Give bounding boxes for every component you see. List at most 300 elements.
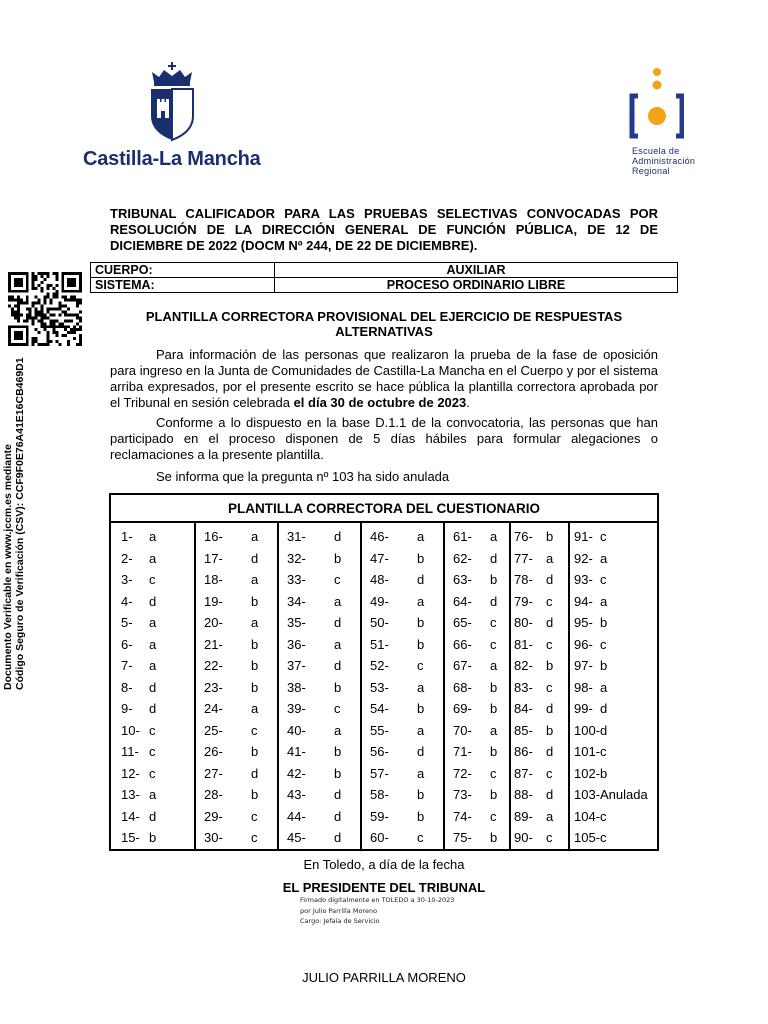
- answer-letter: c: [546, 636, 553, 652]
- president-title: EL PRESIDENTE DEL TRIBUNAL: [282, 880, 486, 895]
- question-number: 82-: [514, 658, 533, 673]
- answer-letter: c: [490, 808, 497, 824]
- answer-letter: b: [417, 701, 425, 716]
- answer-28: [196, 784, 277, 806]
- question-number: 15-: [121, 830, 140, 845]
- answer-51: [362, 634, 443, 656]
- answer-letter: b: [251, 679, 259, 695]
- answer-42: [279, 763, 360, 785]
- answer-45: [279, 827, 360, 849]
- answer-18: [196, 569, 277, 591]
- question-number: 40-: [287, 722, 306, 738]
- answer-letter: b: [417, 636, 425, 652]
- answer-letter: a: [251, 529, 259, 544]
- question-number: 59-: [370, 808, 389, 824]
- answer-letter: b: [600, 615, 608, 630]
- answer-letter: d: [600, 701, 608, 716]
- answer-6: [111, 634, 194, 656]
- answer-40: [279, 720, 360, 742]
- question-number: 11-: [121, 744, 139, 759]
- answer-letter: a: [490, 722, 498, 738]
- answer-69: [445, 698, 509, 720]
- answer-88: [511, 784, 568, 806]
- answer-letter: c: [149, 744, 156, 759]
- question-number: 26-: [204, 744, 223, 759]
- answer-22: [196, 655, 277, 677]
- question-number: 49-: [370, 593, 389, 609]
- ear-line-1: Escuela de: [632, 146, 680, 156]
- answer-letter: b: [600, 658, 608, 673]
- verification-line-2: Código Seguro de Verificación (CSV): CCF9F0E76A41E16CB469D1: [14, 357, 26, 690]
- answer-letter: d: [334, 529, 342, 544]
- signature-line-3: Cargo: Jefaía de Servicio: [300, 917, 380, 925]
- answer-column-3: [277, 523, 360, 849]
- question-number: 88-: [514, 787, 533, 802]
- answer-85: [511, 720, 568, 742]
- ear-logo-text: [632, 146, 695, 176]
- answer-74: [445, 806, 509, 828]
- answer-25: [196, 720, 277, 742]
- answer-44: [279, 806, 360, 828]
- answer-letter: c: [600, 636, 607, 652]
- answer-letter: b: [490, 787, 498, 802]
- answer-letter: a: [334, 636, 342, 652]
- answer-91: [570, 526, 657, 548]
- question-number: 100-: [574, 722, 601, 738]
- answer-62: [445, 548, 509, 570]
- question-number: 10-: [121, 722, 140, 738]
- answer-letter: c: [334, 572, 341, 587]
- answer-23: [196, 677, 277, 699]
- answer-letter: b: [251, 744, 259, 759]
- answer-59: [362, 806, 443, 828]
- signer-name: JULIO PARRILLA MORENO: [302, 970, 466, 985]
- subtitle-line-2: ALTERNATIVAS: [335, 324, 433, 339]
- answer-83: [511, 677, 568, 699]
- answer-letter: a: [149, 658, 157, 673]
- question-number: 73-: [453, 787, 472, 802]
- answer-8: [111, 677, 194, 699]
- question-number: 70-: [453, 722, 472, 738]
- answer-19: [196, 591, 277, 613]
- question-number: 87-: [514, 765, 533, 781]
- answer-75: [445, 827, 509, 849]
- ear-line-2: Administración: [632, 156, 696, 166]
- question-number: 35-: [287, 615, 306, 630]
- answer-column-4: [360, 523, 443, 849]
- question-number: 13-: [121, 787, 140, 802]
- answer-letter: d: [417, 744, 425, 759]
- answer-26: [196, 741, 277, 763]
- question-number: 91-: [574, 529, 593, 544]
- answer-58: [362, 784, 443, 806]
- answer-letter: c: [490, 765, 497, 781]
- paragraph-alegaciones: [110, 415, 658, 463]
- answer-73: [445, 784, 509, 806]
- answer-71: [445, 741, 509, 763]
- answer-39: [279, 698, 360, 720]
- answer-letter: a: [149, 636, 157, 652]
- answer-letter: b: [251, 787, 259, 802]
- question-number: 86-: [514, 744, 533, 759]
- answer-letter: c: [490, 636, 497, 652]
- answer-letter: d: [334, 787, 342, 802]
- answer-3: [111, 569, 194, 591]
- question-number: 27-: [204, 765, 223, 781]
- answer-letter: d: [149, 808, 157, 824]
- question-number: 30-: [204, 830, 223, 845]
- question-number: 99-: [574, 701, 593, 716]
- answer-101: [570, 741, 657, 763]
- question-number: 44-: [287, 808, 306, 824]
- answer-grid: [109, 493, 659, 851]
- answer-letter: d: [334, 808, 342, 824]
- answer-column-6: [509, 523, 568, 849]
- answer-24: [196, 698, 277, 720]
- answer-86: [511, 741, 568, 763]
- question-number: 65-: [453, 615, 472, 630]
- answer-21: [196, 634, 277, 656]
- question-number: 23-: [204, 679, 223, 695]
- question-number: 101-: [574, 744, 601, 759]
- answer-102: [570, 763, 657, 785]
- question-number: 3-: [121, 572, 133, 587]
- question-number: 98-: [574, 679, 593, 695]
- answer-letter: d: [417, 572, 425, 587]
- question-number: 84-: [514, 701, 533, 716]
- question-number: 53-: [370, 679, 389, 695]
- signature-line-2: por Julio Parrilla Moreno: [300, 906, 378, 915]
- answer-letter: b: [334, 744, 342, 759]
- question-number: 105-: [574, 830, 601, 845]
- answer-column-2: [194, 523, 277, 849]
- answer-letter: a: [334, 593, 342, 609]
- answer-letter: b: [490, 744, 498, 759]
- answer-letter: a: [149, 529, 157, 544]
- question-number: 16-: [204, 529, 223, 544]
- question-number: 25-: [204, 722, 223, 738]
- question-number: 103-: [574, 787, 601, 802]
- answer-29: [196, 806, 277, 828]
- answer-5: [111, 612, 194, 634]
- answer-36: [279, 634, 360, 656]
- question-number: 39-: [287, 701, 306, 716]
- question-number: 46-: [370, 529, 389, 544]
- answer-column-5: [443, 523, 509, 849]
- question-number: 80-: [514, 615, 533, 630]
- question-number: 48-: [370, 572, 389, 587]
- answer-10: [111, 720, 194, 742]
- answer-53: [362, 677, 443, 699]
- answer-68: [445, 677, 509, 699]
- question-number: 67-: [453, 658, 472, 673]
- question-number: 7-: [121, 658, 133, 673]
- question-number: 72-: [453, 765, 472, 781]
- question-number: 18-: [204, 572, 223, 587]
- question-number: 64-: [453, 593, 472, 609]
- answer-letter: c: [546, 593, 553, 609]
- answer-letter: b: [600, 765, 608, 781]
- question-number: 79-: [514, 593, 533, 609]
- answer-letter: d: [334, 615, 342, 630]
- answer-letter: c: [149, 572, 156, 587]
- answer-letter: a: [149, 615, 157, 630]
- answer-47: [362, 548, 443, 570]
- answer-letter: d: [490, 550, 498, 566]
- answer-65: [445, 612, 509, 634]
- question-number: 43-: [287, 787, 306, 802]
- answer-letter: c: [417, 830, 424, 845]
- answer-81: [511, 634, 568, 656]
- answer-letter: d: [546, 744, 554, 759]
- answer-letter: c: [600, 529, 607, 544]
- question-number: 56-: [370, 744, 389, 759]
- answer-letter: d: [149, 679, 157, 695]
- question-number: 96-: [574, 636, 593, 652]
- answer-letter: d: [546, 701, 554, 716]
- ear-line-3: Regional: [632, 166, 670, 176]
- question-number: 104-: [574, 808, 601, 824]
- answer-letter: c: [546, 830, 553, 845]
- answer-letter: c: [490, 615, 497, 630]
- question-number: 14-: [121, 808, 140, 824]
- answer-1: [111, 526, 194, 548]
- question-number: 85-: [514, 722, 533, 738]
- answer-letter: a: [600, 679, 608, 695]
- answer-72: [445, 763, 509, 785]
- answer-92: [570, 548, 657, 570]
- answer-43: [279, 784, 360, 806]
- question-number: 31-: [287, 529, 306, 544]
- answer-letter: b: [490, 572, 498, 587]
- answer-letter: c: [600, 572, 607, 587]
- answer-100: [570, 720, 657, 742]
- question-number: 75-: [453, 830, 472, 845]
- question-number: 50-: [370, 615, 389, 630]
- answer-35: [279, 612, 360, 634]
- section-subtitle: [110, 309, 658, 339]
- answer-17: [196, 548, 277, 570]
- answer-letter: c: [546, 679, 553, 695]
- answer-letter: d: [334, 658, 342, 673]
- question-number: 54-: [370, 701, 389, 716]
- question-number: 33-: [287, 572, 306, 587]
- answer-70: [445, 720, 509, 742]
- answer-64: [445, 591, 509, 613]
- digital-signature: [300, 895, 454, 927]
- question-number: 2-: [121, 550, 133, 566]
- question-number: 83-: [514, 679, 533, 695]
- answer-letter: c: [149, 722, 156, 738]
- question-number: 68-: [453, 679, 472, 695]
- paragraph-info: [110, 347, 658, 411]
- answer-column-7: [568, 523, 657, 849]
- qr-code[interactable]: [8, 272, 82, 346]
- answer-94: [570, 591, 657, 613]
- answer-letter: b: [251, 636, 259, 652]
- answer-letter: b: [149, 830, 157, 845]
- question-number: 61-: [453, 529, 472, 544]
- answer-letter: d: [546, 787, 554, 802]
- answer-77: [511, 548, 568, 570]
- answer-letter: a: [600, 593, 608, 609]
- question-number: 21-: [204, 636, 223, 652]
- question-number: 55-: [370, 722, 389, 738]
- answer-90: [511, 827, 568, 849]
- session-date: el día 30 de octubre de 2023: [293, 395, 467, 410]
- answer-letter: a: [149, 550, 157, 566]
- answer-letter: b: [546, 722, 554, 738]
- answer-letter: d: [334, 830, 342, 845]
- place-date: En Toledo, a día de la fecha: [303, 857, 465, 872]
- answer-letter: a: [417, 679, 425, 695]
- answer-104: [570, 806, 657, 828]
- answer-letter: b: [334, 765, 342, 781]
- answer-letter: b: [417, 615, 425, 630]
- answer-84: [511, 698, 568, 720]
- answer-78: [511, 569, 568, 591]
- subtitle-line-1: PLANTILLA CORRECTORA PROVISIONAL DEL EJERCICIO DE RESPUESTAS: [145, 309, 623, 324]
- question-number: 71-: [453, 744, 472, 759]
- answer-letter: a: [251, 701, 259, 716]
- answer-letter: d: [546, 615, 554, 630]
- question-number: 52-: [370, 658, 389, 673]
- question-number: 17-: [204, 550, 223, 566]
- answer-60: [362, 827, 443, 849]
- question-number: 12-: [121, 765, 140, 781]
- answer-89: [511, 806, 568, 828]
- answer-letter: b: [417, 787, 425, 802]
- answer-grid-title: PLANTILLA CORRECTORA DEL CUESTIONARIO: [111, 495, 657, 523]
- verification-stamp: [0, 350, 44, 690]
- question-number: 6-: [121, 636, 133, 652]
- paragraph-info-end: .: [466, 395, 470, 410]
- signature-line-1: Firmado digitalmente en TOLEDO a 30-10-2023: [300, 896, 455, 904]
- answer-63: [445, 569, 509, 591]
- question-number: 69-: [453, 701, 472, 716]
- answer-96: [570, 634, 657, 656]
- answer-54: [362, 698, 443, 720]
- question-number: 94-: [574, 593, 593, 609]
- cuerpo-label: CUERPO:: [91, 263, 275, 278]
- answer-2: [111, 548, 194, 570]
- question-number: 58-: [370, 787, 389, 802]
- answer-letter: a: [417, 593, 425, 609]
- question-number: 37-: [287, 658, 306, 673]
- answer-49: [362, 591, 443, 613]
- answer-letter: c: [417, 658, 424, 673]
- answer-20: [196, 612, 277, 634]
- question-number: 74-: [453, 808, 472, 824]
- answer-50: [362, 612, 443, 634]
- answer-letter: d: [490, 593, 498, 609]
- castilla-la-mancha-logo-text: Castilla-La Mancha: [83, 148, 261, 170]
- answer-letter: a: [251, 572, 259, 587]
- paragraph-alegaciones-text: Conforme a lo dispuesto en la base D.1.1 de la convocatoria, las personas que han participado en el proceso disponen de 5 días hábiles para formular alegaciones o reclamaciones a la presente plantilla.: [110, 415, 658, 462]
- answer-103: [570, 784, 657, 806]
- question-number: 57-: [370, 765, 389, 781]
- question-number: 8-: [121, 679, 133, 695]
- answer-letter: b: [417, 808, 425, 824]
- answer-letter: b: [490, 701, 498, 716]
- question-number: 24-: [204, 701, 223, 716]
- answer-letter: c: [546, 765, 553, 781]
- question-number: 38-: [287, 679, 306, 695]
- answer-letter: c: [149, 765, 156, 781]
- question-number: 32-: [287, 550, 306, 566]
- document-title: TRIBUNAL CALIFICADOR PARA LAS PRUEBAS SELECTIVAS CONVOCADAS POR RESOLUCIÓN DE LA DIRECCIÓN GENERAL DE FUNCIÓN PÚBLICA, DE 12 DE DICIEMBRE DE 2022 (DOCM Nº 244, DE 22 DE DICIEMBRE).: [110, 206, 658, 253]
- question-number: 66-: [453, 636, 472, 652]
- answer-letter: a: [546, 550, 554, 566]
- answer-13: [111, 784, 194, 806]
- answer-letter: Anulada: [600, 787, 648, 802]
- answer-letter: c: [600, 808, 607, 824]
- answer-30: [196, 827, 277, 849]
- answer-letter: d: [251, 765, 259, 781]
- answer-letter: b: [251, 593, 259, 609]
- question-number: 4-: [121, 593, 133, 609]
- question-number: 102-: [574, 765, 601, 781]
- answer-letter: b: [546, 658, 554, 673]
- answer-55: [362, 720, 443, 742]
- question-number: 78-: [514, 572, 533, 587]
- answer-66: [445, 634, 509, 656]
- answer-letter: d: [546, 572, 554, 587]
- answer-87: [511, 763, 568, 785]
- question-number: 29-: [204, 808, 223, 824]
- question-number: 34-: [287, 593, 306, 609]
- answer-letter: b: [334, 550, 342, 566]
- sistema-label: SISTEMA:: [91, 278, 275, 293]
- answer-37: [279, 655, 360, 677]
- question-number: 77-: [514, 550, 533, 566]
- answer-letter: b: [490, 830, 498, 845]
- answer-letter: b: [417, 550, 425, 566]
- question-number: 51-: [370, 636, 389, 652]
- answer-105: [570, 827, 657, 849]
- question-number: 20-: [204, 615, 223, 630]
- answer-letter: b: [251, 658, 259, 673]
- answer-letter: a: [490, 529, 498, 544]
- question-number: 22-: [204, 658, 223, 673]
- question-number: 45-: [287, 830, 306, 845]
- question-number: 97-: [574, 658, 593, 673]
- question-number: 47-: [370, 550, 389, 566]
- answer-34: [279, 591, 360, 613]
- answer-16: [196, 526, 277, 548]
- question-number: 92-: [574, 550, 593, 566]
- answer-letter: d: [149, 701, 157, 716]
- answer-99: [570, 698, 657, 720]
- answer-56: [362, 741, 443, 763]
- question-number: 60-: [370, 830, 389, 845]
- answer-97: [570, 655, 657, 677]
- question-number: 42-: [287, 765, 306, 781]
- question-number: 5-: [121, 615, 133, 630]
- answer-15: [111, 827, 194, 849]
- answer-79: [511, 591, 568, 613]
- answer-14: [111, 806, 194, 828]
- question-number: 62-: [453, 550, 472, 566]
- question-number: 93-: [574, 572, 593, 587]
- answer-48: [362, 569, 443, 591]
- question-number: 95-: [574, 615, 593, 630]
- answer-38: [279, 677, 360, 699]
- answer-letter: d: [600, 722, 608, 738]
- answer-letter: a: [490, 658, 498, 673]
- cuerpo-sistema-table: [90, 262, 678, 293]
- question-number: 63-: [453, 572, 472, 587]
